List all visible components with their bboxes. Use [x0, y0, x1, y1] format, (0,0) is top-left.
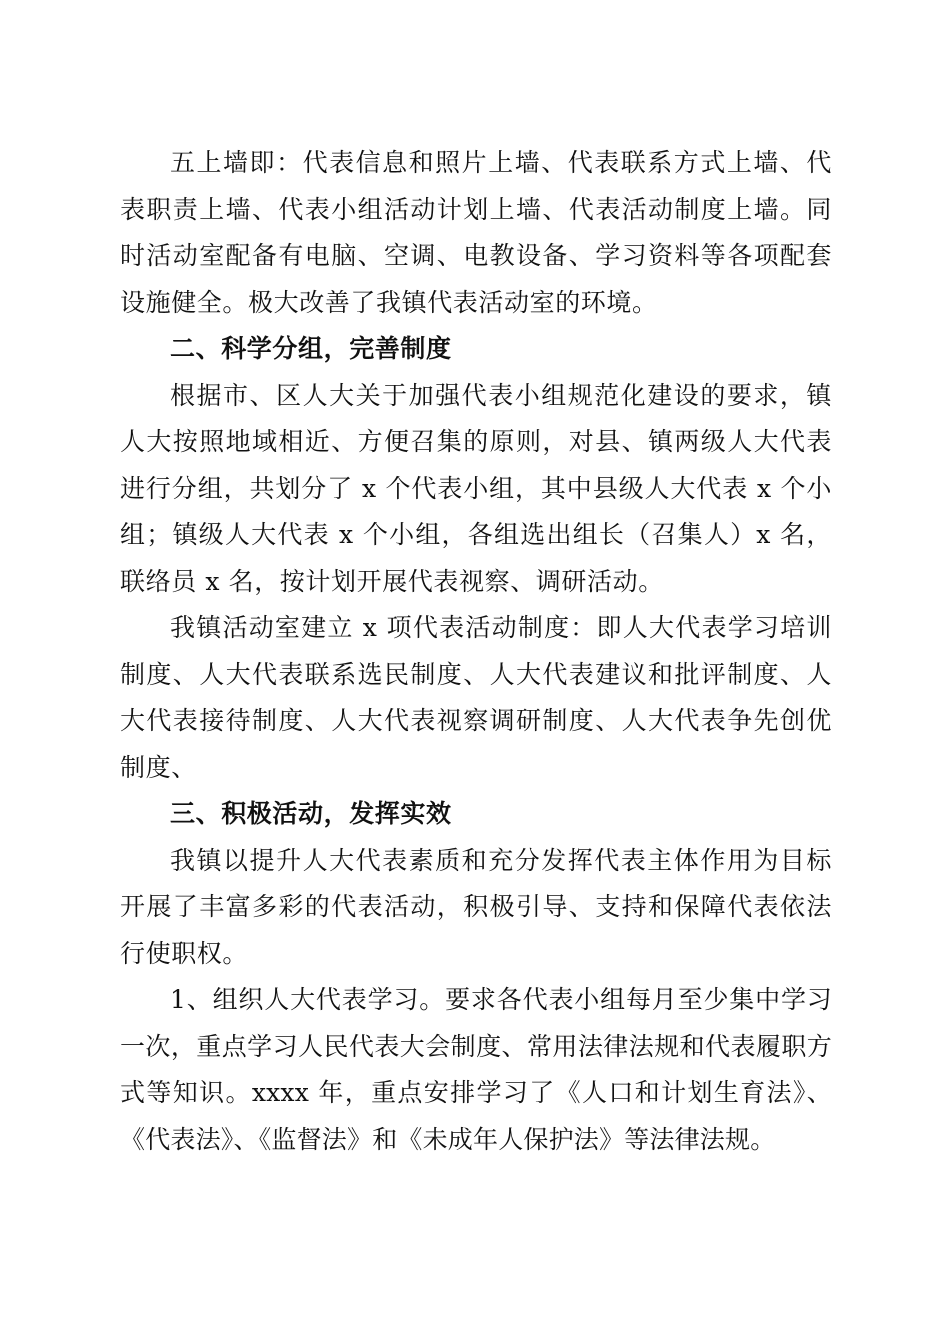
- paragraph-five-walls: 五上墙即：代表信息和照片上墙、代表联系方式上墙、代表职责上墙、代表小组活动计划上墙、代表活动制度上墙。同时活动室配备有电脑、空调、电教设备、学习资料等各项配套设施健全。极大改善了我镇代表活动室的环境。: [120, 148, 832, 317]
- document-body: [120, 140, 832, 1163]
- section-heading-2: 二、科学分组，完善制度: [170, 334, 452, 363]
- paragraph-study: 1、组织人大代表学习。要求各代表小组每月至少集中学习一次，重点学习人民代表大会制度、常用法律法规和代表履职方式等知识。xxxx 年，重点安排学习了《人口和计划生育法》、《代表法》、《监督法》和《未成年人保护法》等法律法规。: [120, 985, 832, 1154]
- paragraph-activities: 我镇以提升人大代表素质和充分发挥代表主体作用为目标开展了丰富多彩的代表活动，积极引导、支持和保障代表依法行使职权。: [120, 845, 832, 968]
- section-heading-3: 三、积极活动，发挥实效: [170, 799, 452, 828]
- paragraph-rules: 我镇活动室建立 x 项代表活动制度：即人大代表学习培训制度、人大代表联系选民制度、人大代表建议和批评制度、人大代表接待制度、人大代表视察调研制度、人大代表争先创优制度、: [120, 613, 832, 782]
- paragraph-grouping: 根据市、区人大关于加强代表小组规范化建设的要求，镇人大按照地域相近、方便召集的原则，对县、镇两级人大代表进行分组，共划分了 x 个代表小组，其中县级人大代表 x 个小组；镇级人大代表 x 个小组，各组选出组长（召集人）x 名，联络员 x 名，按计划开展代表视察、调研活动。: [120, 380, 832, 596]
